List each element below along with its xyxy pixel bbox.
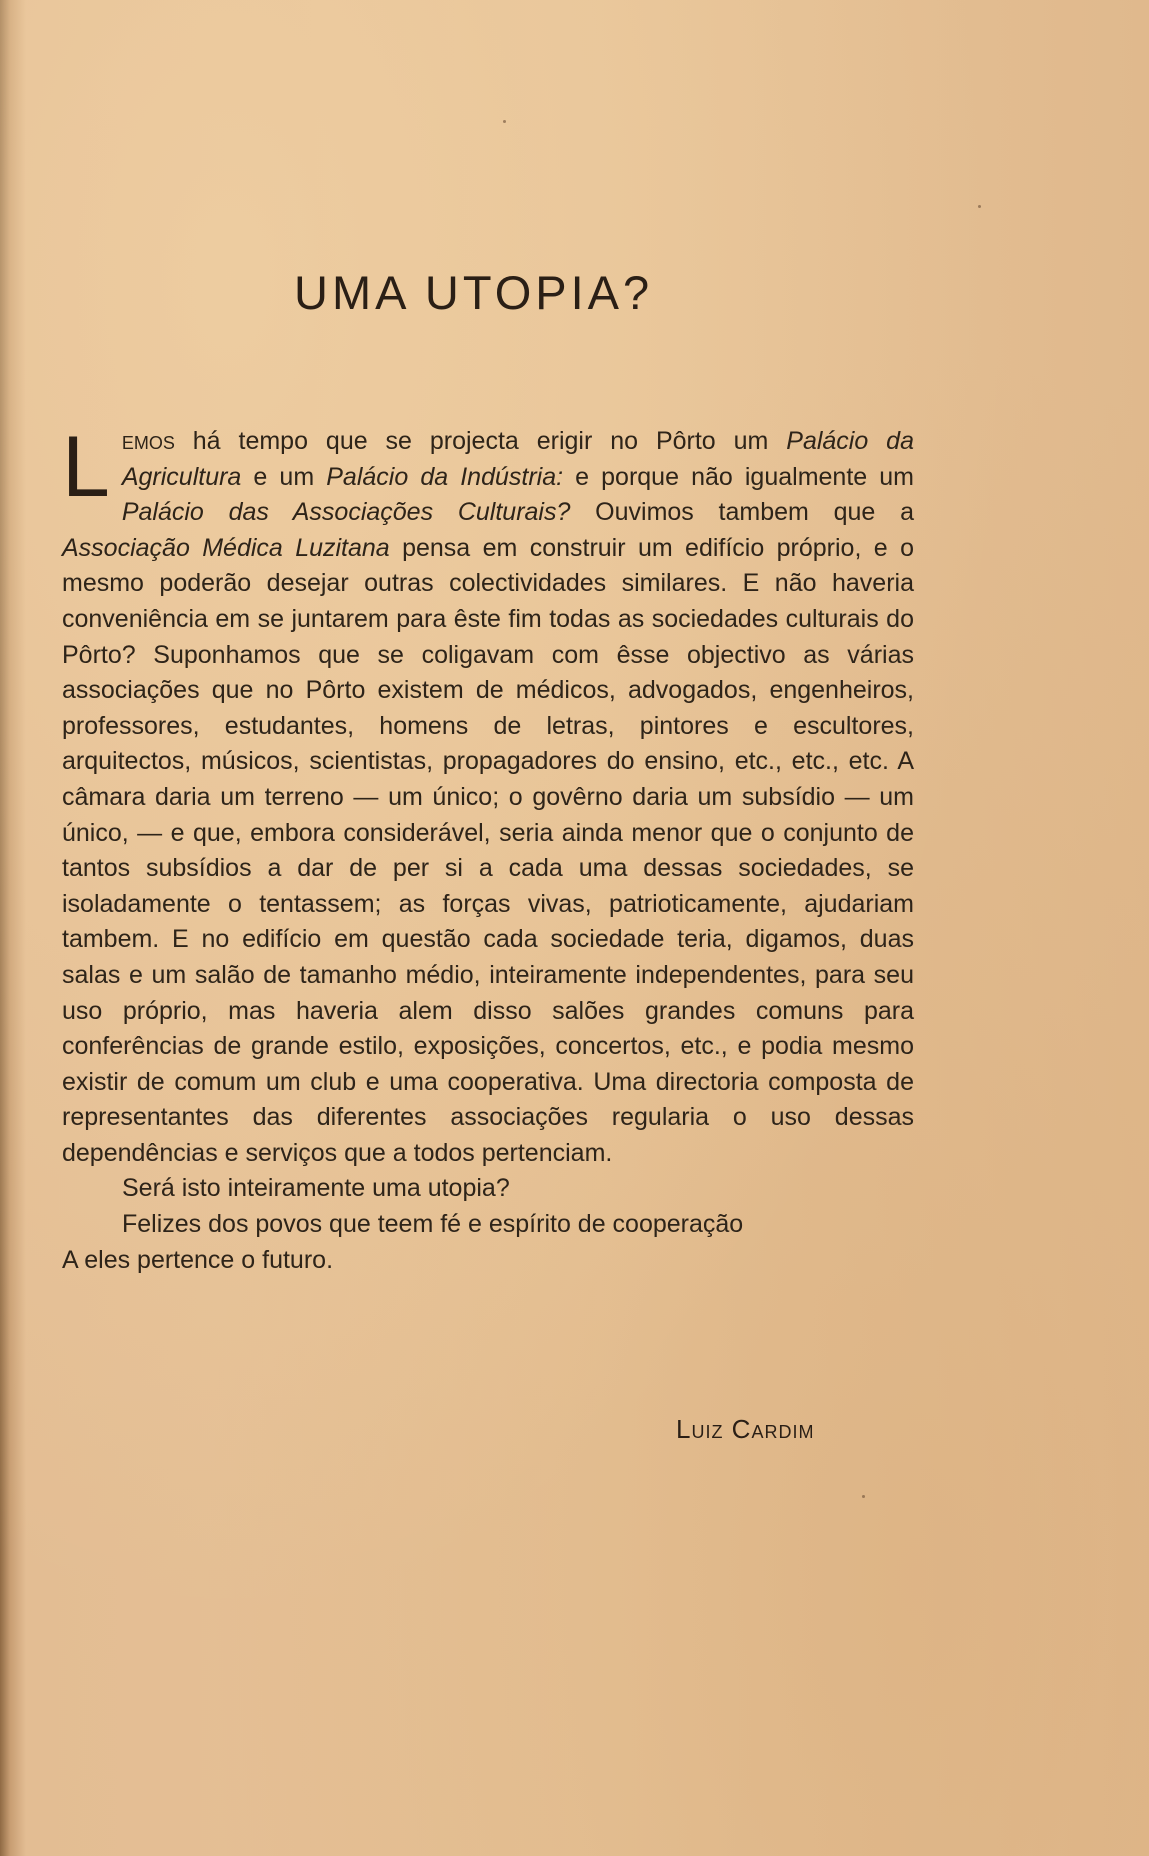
lead-smallcaps: emos bbox=[121, 427, 175, 455]
p1-text-1: há tempo que se projecta erigir no Pôrto um bbox=[174, 427, 787, 455]
article-title: UMA UTOPIA? bbox=[294, 266, 654, 319]
p1-italic-4: Associação Médica Luzitana bbox=[62, 533, 390, 562]
author-signature: Luiz Cardim bbox=[676, 1414, 815, 1444]
p1-text-5: pensa em construir um edifício próprio, e o mesmo poderão desejar outras colectividades similares. E não haveria conveniência em se juntarem para êste fim todas as sociedades culturais do Pôrto? Suponhamos que se coligavam com êsse objectivo as várias associações que no Pôrto existem de médicos, advogados, engenheiros, professores, estudantes, homens de letras, pintores e escultores, arquitectos, músicos, scientistas, propagadores do ensino, etc., etc., etc. A câmara daria um terreno — um único; o govêrno daria um subsídio — um único, — e que, embora considerável, seria ainda menor que o conjunto de tantos subsídios a dar de per si a cada uma dessas sociedades, se isoladamente o tentassem; as forças vivas, patrioticamente, ajudariam tambem. E no edifício em questão cada sociedade teria, digamos, duas salas e um salão de tamanho médio, inteiramente independentes, para seu uso próprio, mas haveria alem disso salões grandes comuns para conferências de grande estilo, exposições, concertos, etc., e podia mesmo existir de comum um club e uma cooperativa. Uma directoria composta de representantes das diferentes associações regularia o uso dessas dependências e serviços que a todos pertenciam. bbox=[62, 533, 914, 1167]
drop-cap: L bbox=[62, 419, 110, 515]
p1-text-2: e um bbox=[241, 462, 327, 491]
paper-speck bbox=[862, 1495, 865, 1498]
p1-italic-3: Palácio das Associações Culturais? bbox=[121, 498, 571, 527]
paragraph-2: Será isto inteiramente uma utopia? bbox=[122, 1174, 510, 1203]
paper-speck bbox=[978, 205, 981, 208]
paragraph-3: Felizes dos povos que teem fé e espírito de cooperação bbox=[122, 1210, 744, 1239]
p1-text-4: Ouvimos tambem que a bbox=[570, 498, 915, 527]
article-body bbox=[62, 419, 915, 1278]
paragraph-4: A eles pertence o futuro. bbox=[62, 1245, 334, 1274]
p1-italic-1: Palácio da Agricultura bbox=[121, 427, 914, 491]
p1-italic-2: Palácio da Indústria: bbox=[326, 462, 564, 491]
paragraph-1 bbox=[62, 419, 915, 1171]
p1-text-3: e porque não igualmente um bbox=[563, 462, 914, 491]
paper-speck bbox=[503, 120, 506, 123]
